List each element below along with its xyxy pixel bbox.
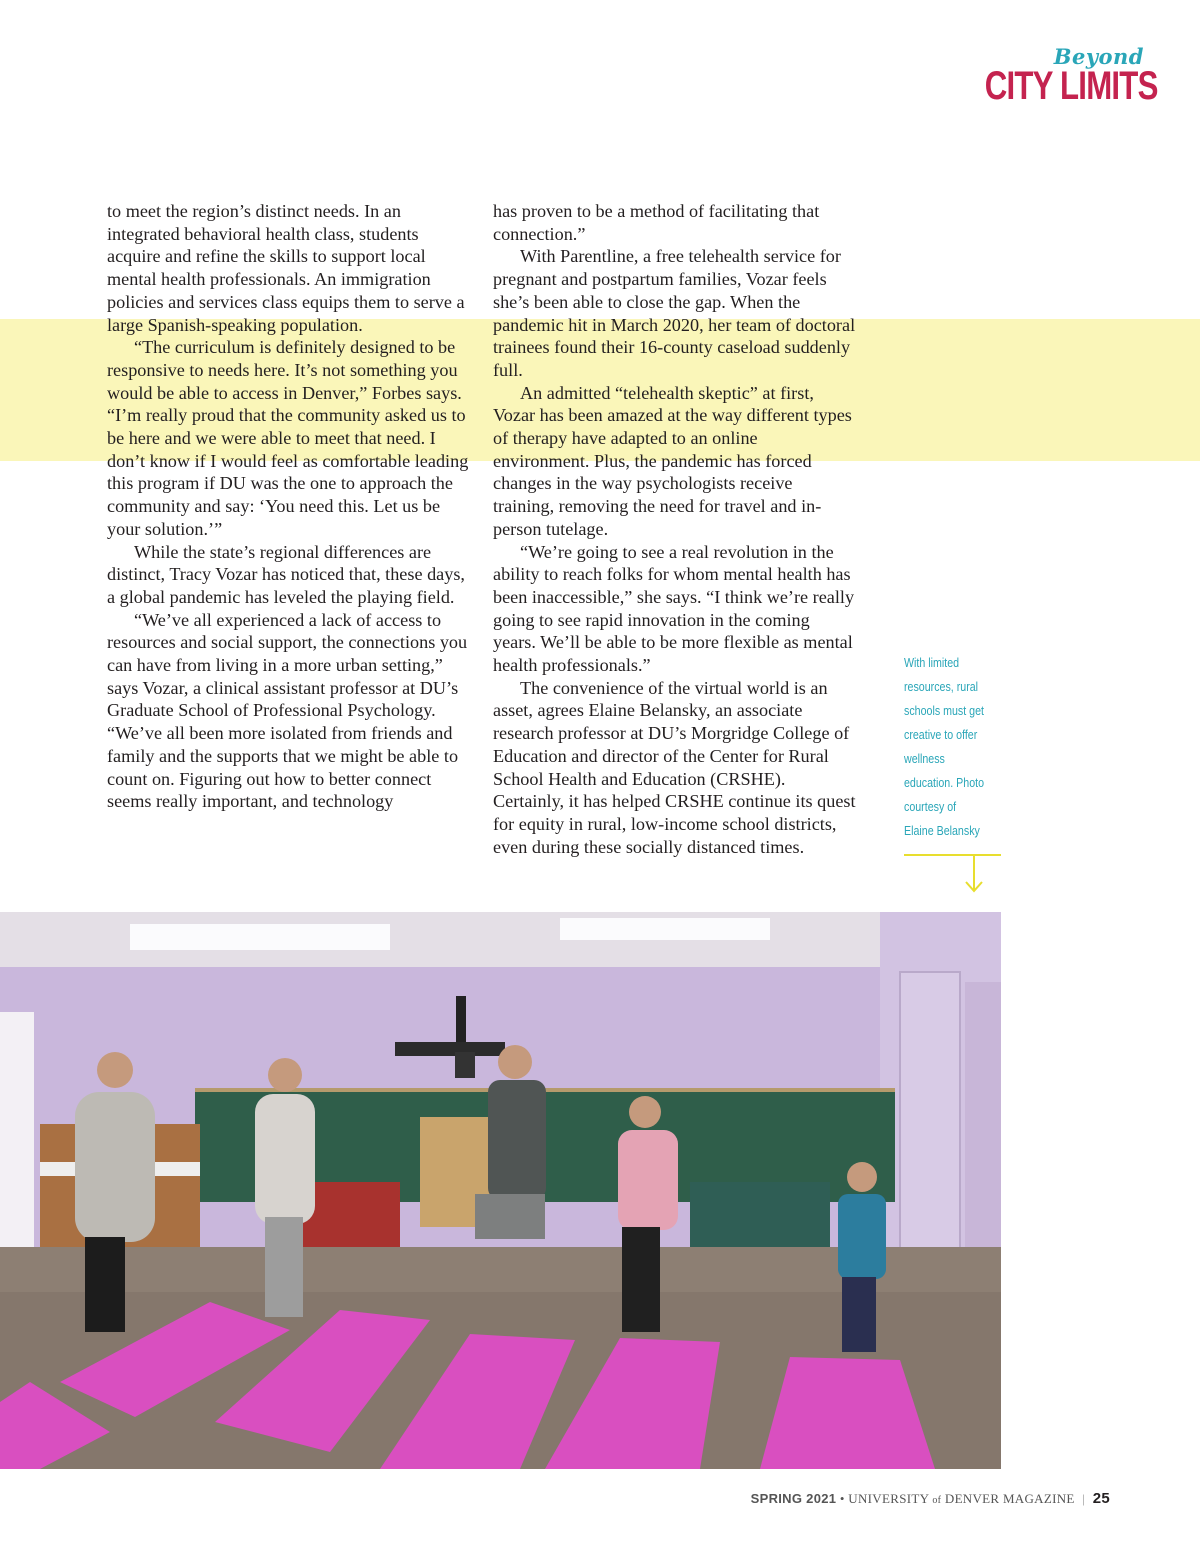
article-paragraph: has proven to be a method of facilitating that connection.” xyxy=(493,201,820,244)
article-paragraph: An admitted “telehealth skeptic” at first, Vozar has been amazed at the way different types of therapy have adapted to an online environment. Plus, the pandemic has forced changes in the way psychologists receive training, removing the need for travel and in-person tutelage. xyxy=(493,382,852,539)
article-paragraph: The convenience of the virtual world is an asset, agrees Elaine Belansky, an associate research professor at DU’s Morgridge College of Education and director of the Center for Rural School Health and Education (CRSHE). Certainly, it has helped CRSHE continue its quest for equity in rural, low-income school districts, even during these socially distanced times. xyxy=(493,677,856,857)
footer-bar: | xyxy=(1082,1491,1086,1506)
footer-magazine: DENVER MAGAZINE xyxy=(944,1491,1075,1506)
footer-season: SPRING 2021 xyxy=(750,1491,837,1506)
article-paragraph: to meet the region’s distinct needs. In an integrated behavioral health class, students acquire and refine the skills to support local mental health professionals. An immigration policies and services class equips them to serve a large Spanish-speaking population. xyxy=(107,201,465,335)
down-arrow-icon xyxy=(962,856,986,894)
article-paragraph: “We’re going to see a real revolution in the ability to reach folks for whom mental health has been inaccessible,” she says. “I think we’re really going to see rapid innovation in the coming years. We’ll be able to be more flexible as mental health professionals.” xyxy=(493,541,855,676)
article-paragraph: With Parentline, a free telehealth service for pregnant and postpartum families, Vozar feels she’s been able to close the gap. When the pandemic hit in March 2020, her team of doctoral trainees found their 16-county caseload suddenly full. xyxy=(493,246,856,380)
article-column-left xyxy=(107,200,469,813)
photo-caption: With limited resources, rural schools must get creative to offer wellness education. Photo courtesy of Elaine Belansky xyxy=(904,655,985,838)
article-paragraph: While the state’s regional differences are distinct, Tracy Vozar has noticed that, these days, a global pandemic has leveled the playing field. xyxy=(107,541,465,607)
article-paragraph: “We’ve all experienced a lack of access to resources and social support, the connections you can have from living in a more urban setting,” says Vozar, a clinical assistant professor at DU’s Graduate School of Professional Psychology. “We’ve all been more isolated from friends and family and the supports that we might be able to count on. Figuring out how to better connect seems really important, and technology xyxy=(107,609,468,812)
page-footer xyxy=(751,1490,1110,1507)
section-logo xyxy=(985,44,1158,114)
yoga-class-photo xyxy=(0,912,1001,1469)
logo-city-limits: CITY LIMITS xyxy=(985,64,1158,108)
page-number: 25 xyxy=(1092,1490,1110,1507)
article-column-right xyxy=(493,200,857,858)
caption-rule xyxy=(904,854,1001,856)
footer-of: of xyxy=(932,1495,942,1506)
footer-separator: • xyxy=(839,1491,845,1506)
article-paragraph: “The curriculum is definitely designed to be responsive to needs here. It’s not something you would be able to access in Denver,” Forbes says. “I’m really proud that the community asked us to be here and we were able to meet that need. I don’t know if I would feel as comfortable leading this program if DU was the one to approach the community and say: ‘You need this. Let us be your solution.’” xyxy=(107,337,469,539)
footer-university: UNIVERSITY xyxy=(848,1491,929,1506)
logo-beyond: Beyond xyxy=(1053,44,1144,69)
